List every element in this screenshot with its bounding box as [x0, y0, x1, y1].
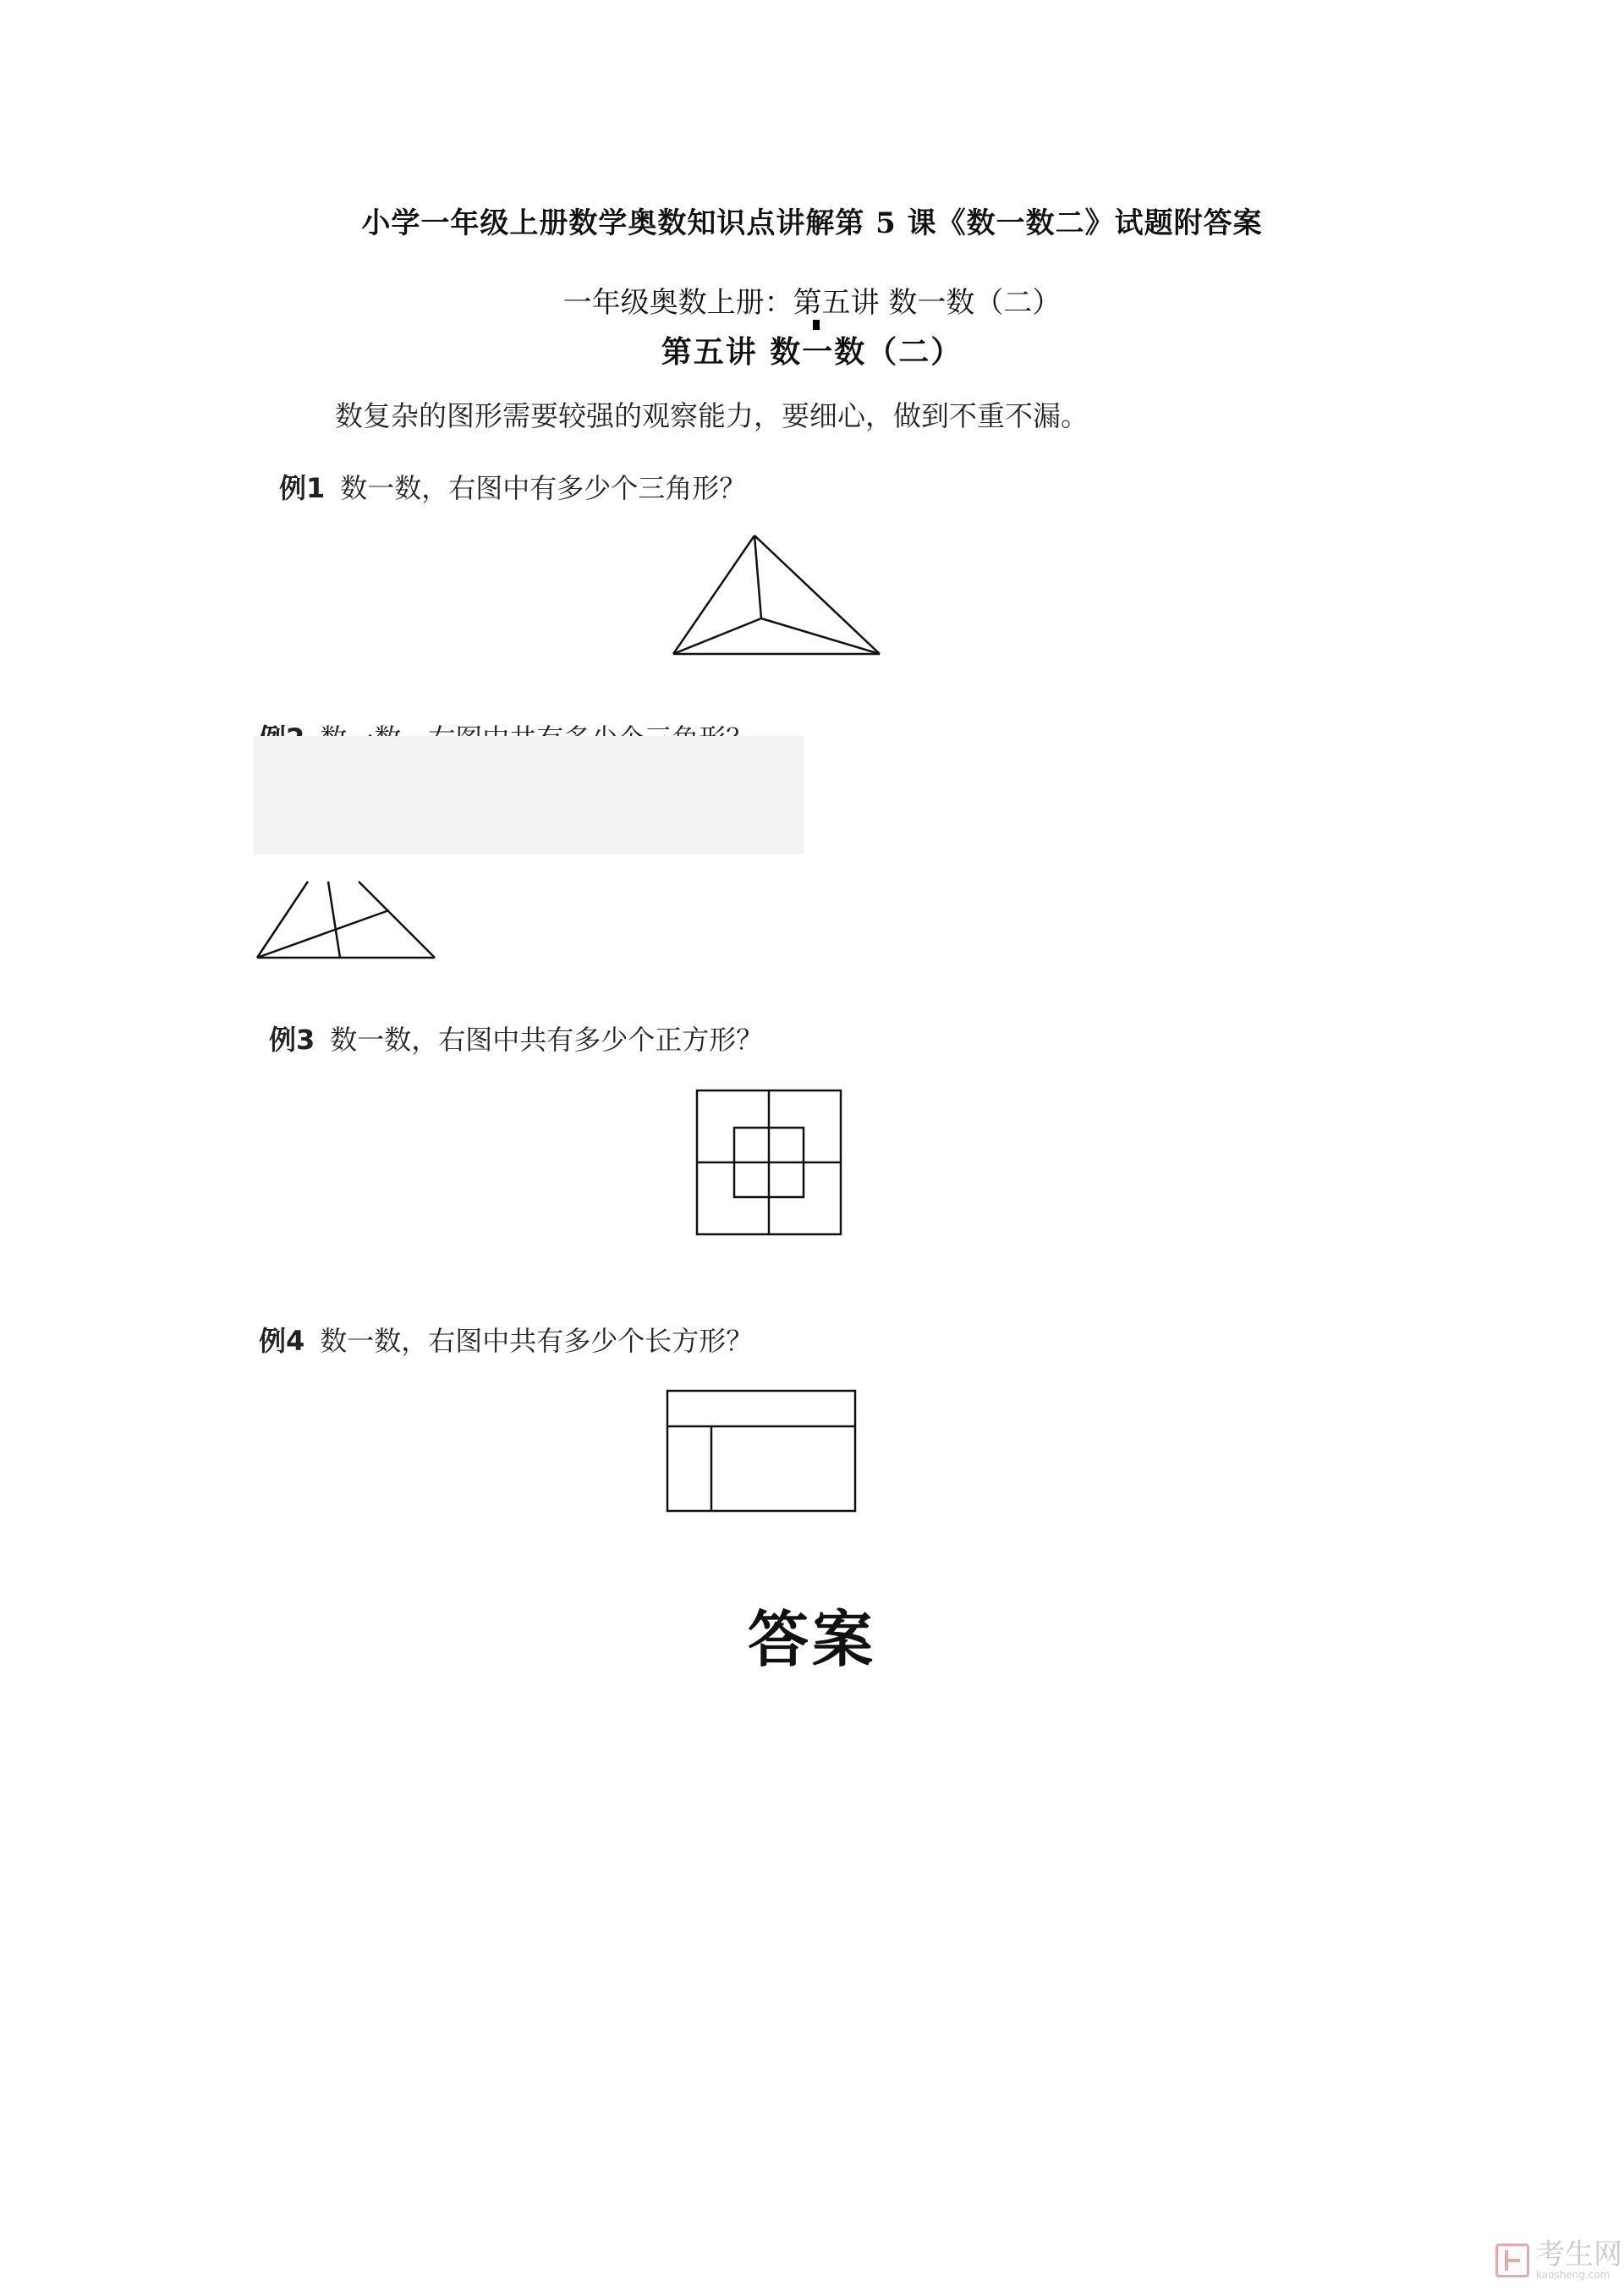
watermark-sub: kaosheng.com [1536, 2269, 1610, 2281]
example-4-question: 数一数，右图中共有多少个长方形？ [320, 1325, 754, 1357]
example-3 [269, 1019, 763, 1057]
watermark [1495, 2240, 1622, 2281]
example-1-question: 数一数，右图中有多少个三角形？ [340, 472, 747, 504]
watermark-text: 考生网 [1536, 2238, 1622, 2271]
figure-rectangles [664, 1387, 859, 1514]
intro-text: 数复杂的图形需要较强的观察能力，要细心，做到不重不漏。 [335, 399, 1089, 432]
figure-squares [694, 1087, 846, 1239]
main-title: 小学一年级上册数学奥数知识点讲解第 5 课《数一数二》试题附答案 [361, 206, 1263, 240]
figure-triangle-1 [668, 529, 888, 656]
lesson-title: 第五讲 数一数（二） [661, 335, 963, 370]
example-1 [279, 467, 746, 506]
answer-heading: 答案 [747, 1603, 876, 1675]
watermark-logo-icon [1495, 2244, 1529, 2277]
example-4-label: 例4 [259, 1325, 305, 1357]
example-3-label: 例3 [269, 1024, 315, 1056]
figure-triangle-2 [254, 880, 440, 964]
sub-title: 一年级奥数上册：第五讲 数一数（二） [562, 286, 1062, 320]
example-3-question: 数一数，右图中共有多少个正方形？ [330, 1024, 764, 1056]
scan-shading [254, 736, 804, 854]
example-4 [259, 1320, 753, 1359]
example-1-label: 例1 [279, 472, 326, 504]
